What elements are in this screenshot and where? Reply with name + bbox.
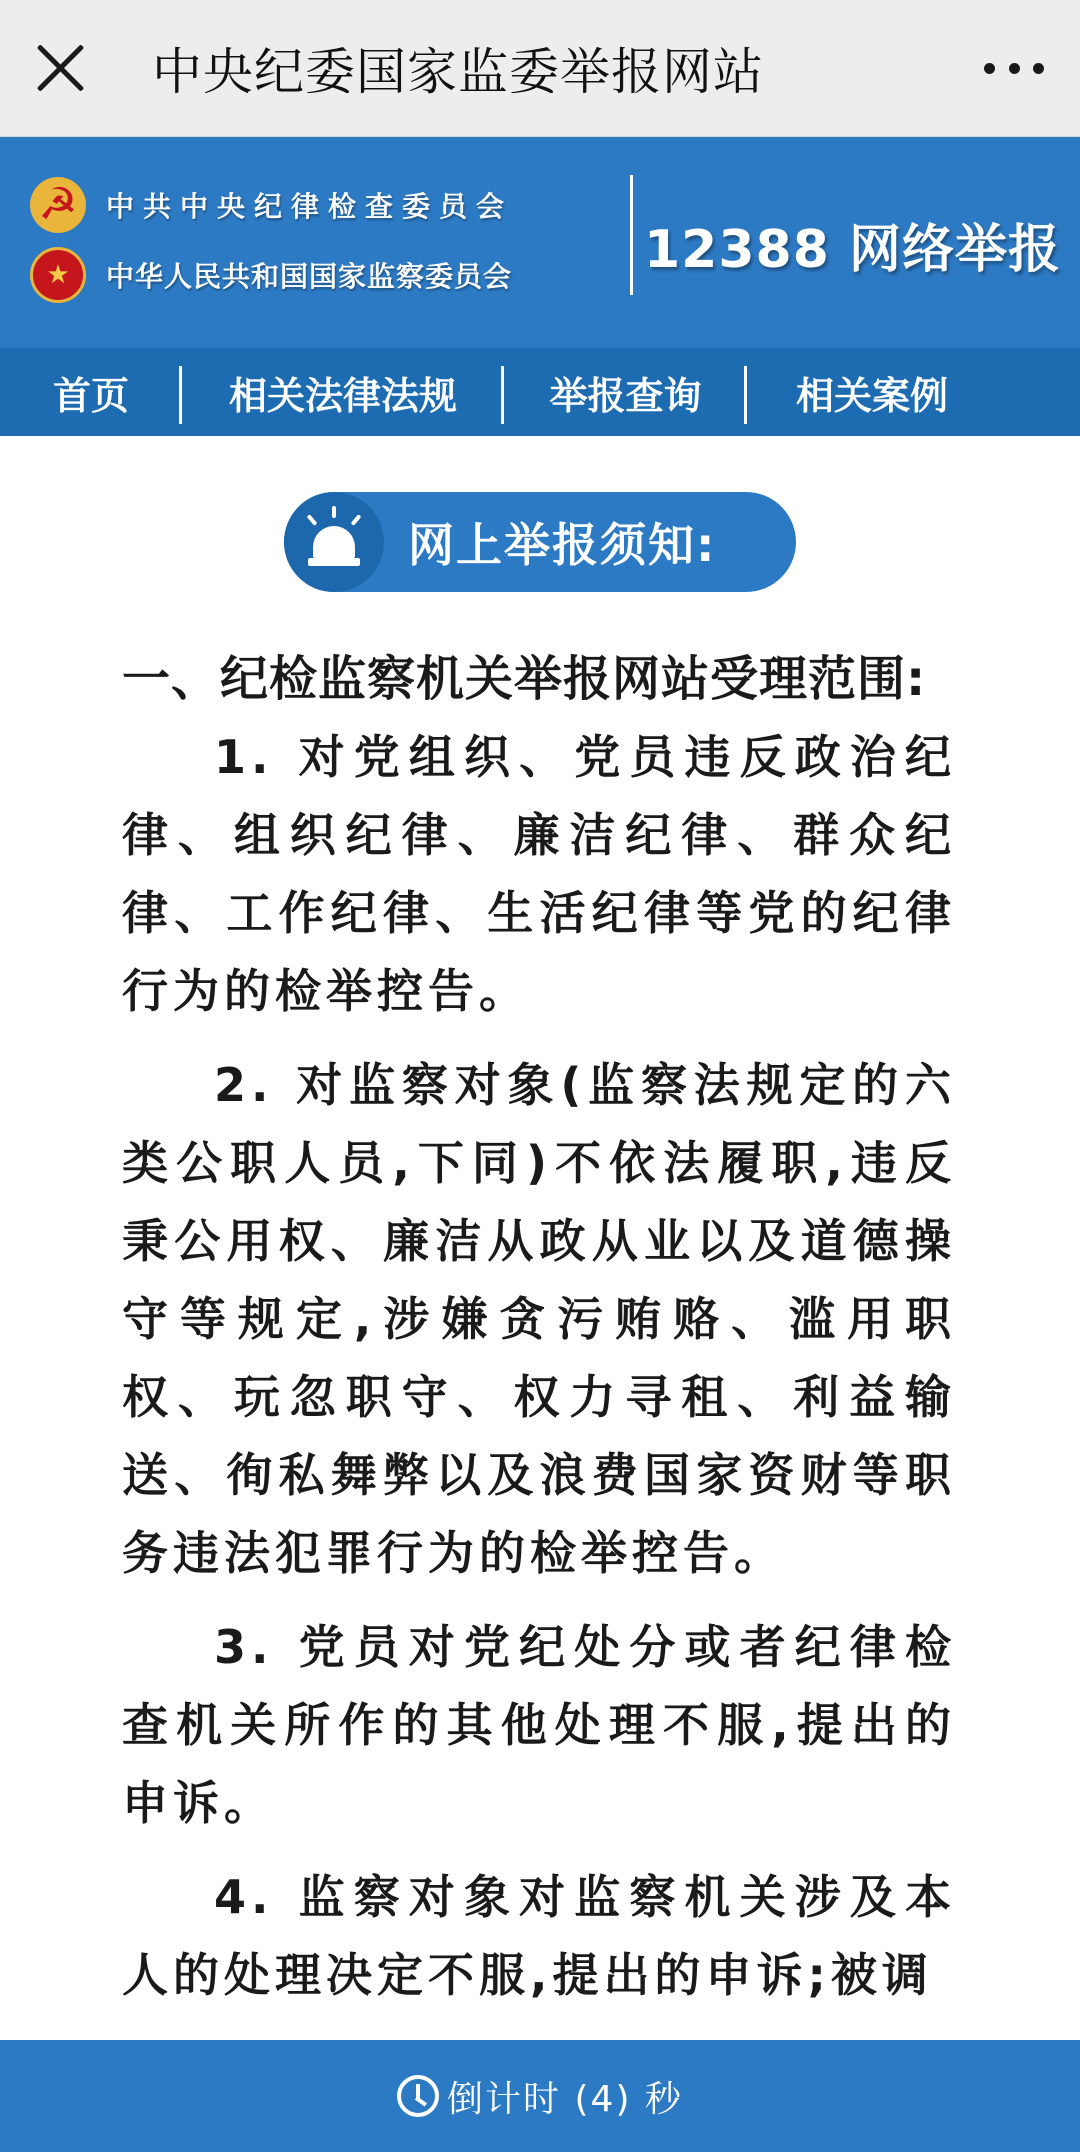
nav-item-home[interactable]: 首页 [0, 348, 182, 436]
site-header [0, 137, 1080, 348]
header-divider [630, 175, 633, 295]
close-icon[interactable] [30, 37, 92, 99]
main-nav [0, 348, 1080, 436]
list-item: 3. 党员对党纪处分或者纪律检查机关所作的其他处理不服,提出的申诉。 [122, 1620, 956, 1830]
bell-ray [307, 514, 318, 526]
hotline-title: 12388 网络举报 [644, 220, 1062, 280]
list-item: 1. 对党组织、党员违反政治纪律、组织纪律、廉洁纪律、群众纪律、工作纪律、生活纪律等党的纪律行为的检举控告。 [122, 730, 956, 1018]
clock-icon [397, 2075, 439, 2117]
bell-base [308, 558, 360, 566]
more-dot [984, 63, 995, 74]
notice-title: 网上举报须知: [408, 518, 717, 572]
bell-ray [351, 514, 362, 526]
org-name-state: 中华人民共和国国家监察委员会 [106, 260, 513, 293]
list-item: 4. 监察对象对监察机关涉及本人的处理决定不服,提出的申诉;被调 [122, 1870, 956, 2002]
more-icon[interactable] [984, 48, 1044, 88]
nav-item-cases[interactable]: 相关案例 [795, 373, 948, 418]
nav-item-laws[interactable]: 相关法律法规 [182, 348, 504, 436]
notice-content [122, 640, 956, 2002]
countdown-bar [0, 2040, 1080, 2152]
notice-banner [284, 492, 796, 592]
section-heading: 一、纪检监察机关举报网站受理范围: [122, 651, 927, 707]
nav-item-query[interactable]: 举报查询 [504, 348, 747, 436]
list-item: 2. 对监察对象(监察法规定的六类公职人员,下同)不依法履职,违反秉公用权、廉洁从政从业以及道德操守等规定,涉嫌贪污贿赂、滥用职权、玩忽职守、权力寻租、利益输送、徇私舞弊以及浪费国家资财等职务违法犯罪行为的检举控告。 [122, 1058, 956, 1580]
page-title: 中央纪委国家监委举报网站 [152, 43, 764, 101]
more-dot [1009, 63, 1020, 74]
bell-ray [332, 506, 336, 518]
org-name-party: 中共中央纪律检查委员会 [106, 190, 514, 223]
countdown-text: 倒计时 (4) 秒 [447, 2078, 683, 2120]
more-dot [1033, 63, 1044, 74]
national-emblem-icon [30, 247, 86, 303]
party-emblem-icon [30, 177, 86, 233]
alarm-bell-icon [284, 492, 384, 592]
bell-body [313, 526, 355, 558]
browser-top-bar [0, 0, 1080, 137]
